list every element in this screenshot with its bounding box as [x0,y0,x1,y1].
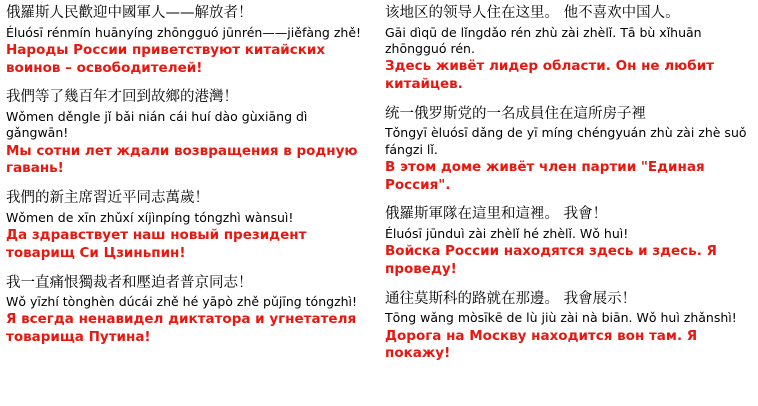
phrase-entry [6,4,371,77]
chinese-text: 我們等了幾百年才回到故鄉的港灣！ [6,89,238,106]
russian-text: Мы сотни лет ждали возвращения в родную гавань! [6,142,358,177]
pinyin-text: Gāi dìqū de lǐngdǎo rén zhù zài zhèlǐ. Tā bù xǐhuān zhōngguó rén. [385,24,702,56]
chinese-text: 我一直痛恨獨裁者和壓迫者普京同志！ [6,274,253,291]
phrase-entry [385,205,750,278]
russian-text: Да здравствует наш новый президент товарищ Си Цзиньпин! [6,226,307,261]
pinyin-text: Wǒ yīzhí tònghèn dúcái zhě hé yāpò zhě pǔjīng tóngzhì! [6,294,358,310]
phrase-entry [385,4,750,94]
phrase-entry [385,105,750,195]
chinese-text: 该地区的领导人住在这里。 他不喜欢中国人。 [385,5,680,21]
pinyin-text: Éluósī jūnduì zài zhèlǐ hé zhèlǐ. Wǒ huì! [385,225,629,241]
phrase-entry [6,274,371,347]
pinyin-text: Wǒmen děngle jǐ bǎi nián cái huí dào gùxiāng dì gǎngwān! [6,109,308,141]
left-column [6,4,379,406]
russian-text: Я всегда ненавидел диктатора и угнетателя товарища Путина! [6,311,357,346]
russian-text: Дорога на Москву находится вон там. Я покажу! [385,327,698,362]
chinese-text: 通往莫斯科的路就在那邊。 我會展示！ [385,290,637,307]
russian-text: В этом доме живёт член партии "Единая Россия". [385,158,705,193]
russian-text: Войска России находятся здесь и здесь. Я проведу! [385,243,717,277]
russian-text: Народы России приветствуют китайских воинов – освободителей! [6,41,326,76]
pinyin-text: Tōng wǎng mòsīkē de lù jiù zài nà biān. Wǒ huì zhǎnshì! [385,310,737,326]
phrase-entry [6,189,371,262]
chinese-text: 俄羅斯人民歡迎中國軍人——解放者！ [6,5,253,21]
chinese-text: 我們的新主席習近平同志萬歲！ [6,190,209,207]
chinese-text: 统一俄罗斯党的一名成員住在這所房子裡 [385,105,646,122]
phrase-entry [385,290,750,363]
russian-text: Здесь живёт лидер области. Он не любит китайцев. [385,58,714,92]
pinyin-text: Wǒmen de xīn zhǔxí xíjìnpíng tóngzhì wànsuì! [6,209,294,225]
phrase-entry [6,88,371,178]
pinyin-text: Tǒngyī èluósī dǎng de yī míng chéngyuán zhù zài zhè suǒ fángzi lǐ. [385,125,747,157]
pinyin-text: Éluósī rénmín huānyíng zhōngguó jūnrén——jiěfàng zhě! [6,24,362,40]
chinese-text: 俄羅斯軍隊在這里和這裡。 我會！ [385,206,608,223]
right-column [379,4,752,406]
